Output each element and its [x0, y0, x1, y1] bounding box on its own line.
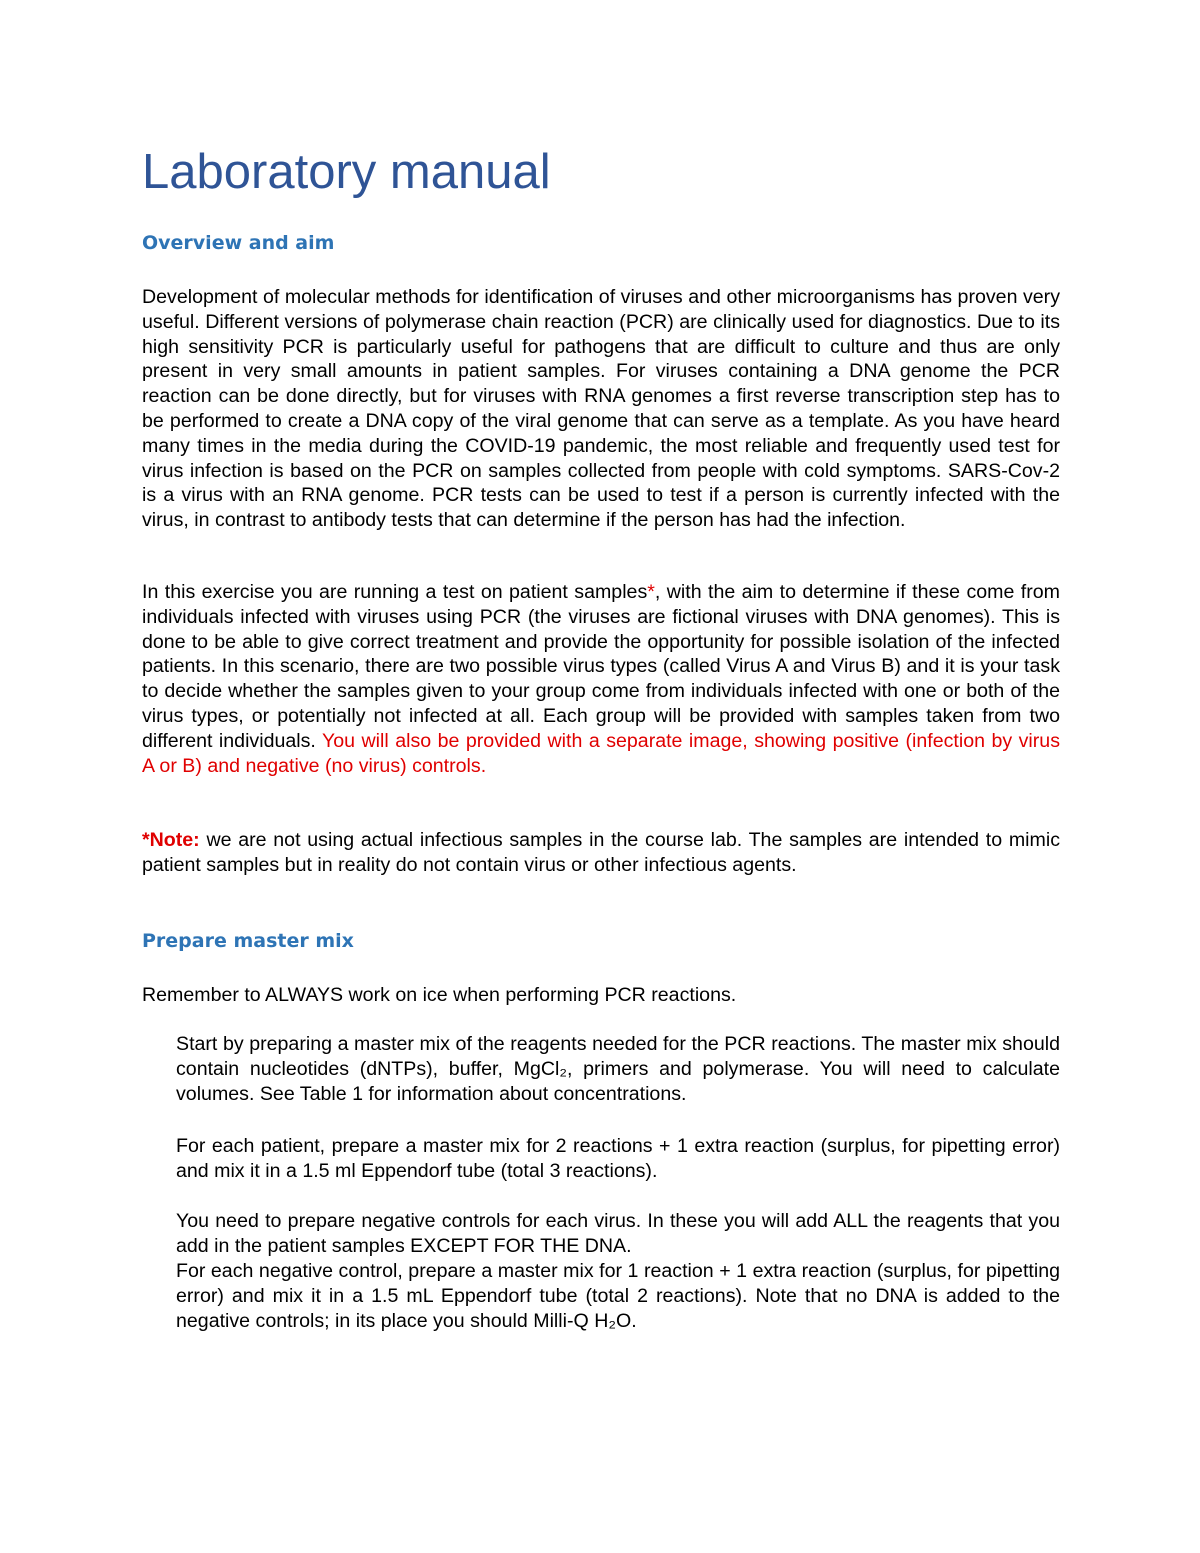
- note-label: *Note:: [142, 829, 200, 851]
- master-mix-step-3a: You need to prepare negative controls for each virus. In these you will add ALL the reagents that you add in the patient samples EXCEPT FOR THE DNA.: [176, 1210, 1060, 1257]
- overview-paragraph-2-text-b: , with the aim to determine if these come from individuals infected with viruses using PCR (the viruses are fictional viruses with DNA genomes). This is done to be able to give correct treatment and provide the opportunity for possible isolation of the infected patients. In this scenario, there are two possible virus types (called Virus A and Virus B) and it is your task to decide whether the samples given to your group come from individuals infected with one or both of the virus types, or potentially not infected at all. Each group will be provided with samples taken from two different individuals.: [142, 581, 1060, 752]
- master-mix-step-1: Start by preparing a master mix of the reagents needed for the PCR reactions. The master mix should contain nucleotides (dNTPs), buffer, MgCl₂, primers and polymerase. You will need to calculate volumes. See Table 1 for information about concentrations.: [176, 1033, 1060, 1105]
- overview-paragraph-1: Development of molecular methods for identification of viruses and other microorganisms has proven very useful. Different versions of polymerase chain reaction (PCR) are clinically used for diagnostics. Due to its high sensitivity PCR is particularly useful for pathogens that are difficult to culture and thus are only present in very small amounts in patient samples. For viruses containing a DNA genome the PCR reaction can be done directly, but for viruses with RNA genomes a first reverse transcription step has to be performed to create a DNA copy of the viral genome that can serve as a template. As you have heard many times in the media during the COVID-19 pandemic, the most reliable and frequently used test for virus infection is based on the PCR on samples collected from people with cold symptoms. SARS-Cov-2 is a virus with an RNA genome. PCR tests can be used to test if a person is currently infected with the virus, in contrast to antibody tests that can determine if the person has had the infection.: [142, 286, 1060, 532]
- master-mix-step-3b: For each negative control, prepare a master mix for 1 reaction + 1 extra reaction (surplus, for pipetting error) and mix it in a 1.5 mL Eppendorf tube (total 2 reactions). Note that no DNA is added to the negative controls; in its place you should Milli-Q H₂O.: [176, 1260, 1060, 1332]
- footnote-marker: *: [647, 581, 655, 603]
- section-heading-overview: Overview and aim: [142, 232, 335, 254]
- master-mix-intro: Remember to ALWAYS work on ice when performing PCR reactions.: [142, 984, 737, 1006]
- overview-paragraph-2: [142, 580, 1060, 778]
- note-paragraph: [142, 828, 1060, 878]
- master-mix-step-2: For each patient, prepare a master mix for 2 reactions + 1 extra reaction (surplus, for pipetting error) and mix it in a 1.5 ml Eppendorf tube (total 3 reactions).: [176, 1135, 1060, 1182]
- section-heading-master-mix: Prepare master mix: [142, 930, 354, 952]
- document-title: Laboratory manual: [142, 145, 551, 199]
- note-text: we are not using actual infectious samples in the course lab. The samples are intended to mimic patient samples but in reality do not contain virus or other infectious agents.: [142, 829, 1060, 876]
- controls-image-notice: You will also be provided with a separate image, showing positive (infection by virus A or B) and negative (no virus) controls.: [142, 729, 1060, 777]
- overview-paragraph-2-text-a: In this exercise you are running a test on patient samples: [142, 581, 648, 603]
